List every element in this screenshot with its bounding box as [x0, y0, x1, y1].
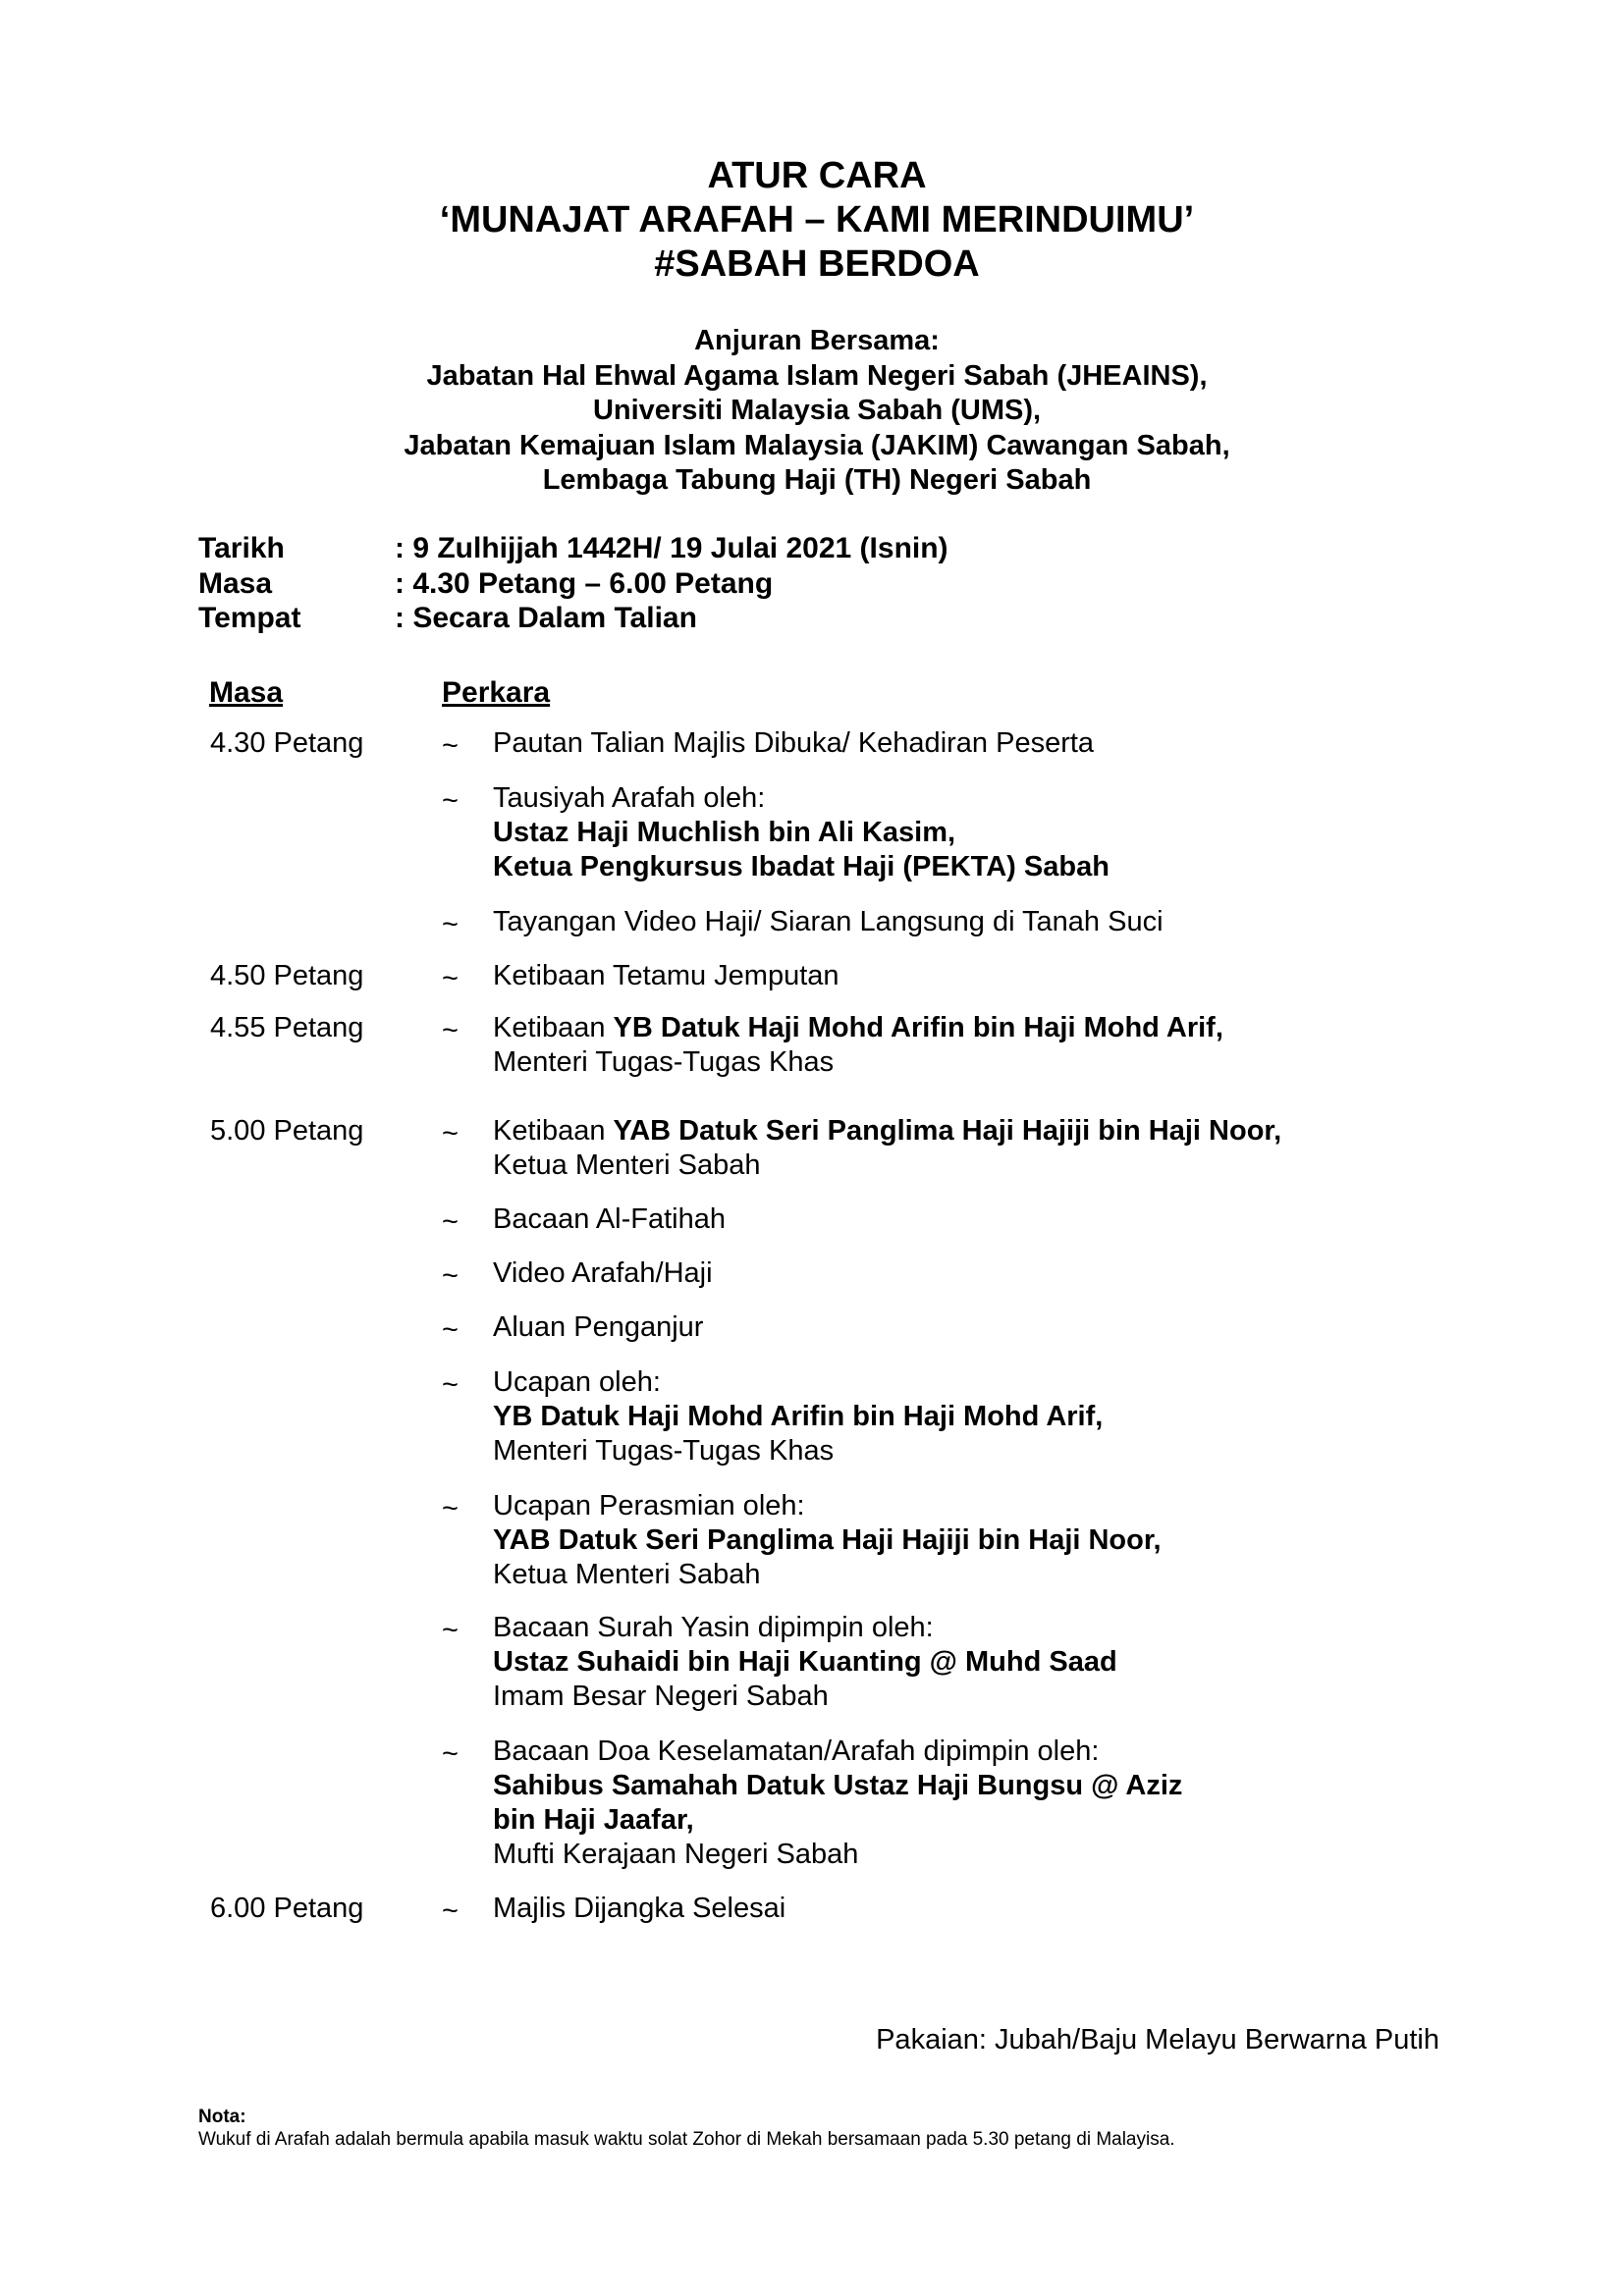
- document-title: [0, 154, 1624, 287]
- entry-speaker: Ustaz Suhaidi bin Haji Kuanting @ Muhd Saad: [493, 1646, 1117, 1678]
- info-row-date: [198, 531, 948, 566]
- entry-text: Majlis Dijangka Selesai: [493, 1893, 786, 1924]
- date-label: Tarikh: [198, 532, 285, 564]
- schedule-header-item: Perkara: [442, 676, 551, 709]
- entry-text: Bacaan Surah Yasin dipimpin oleh:: [493, 1612, 934, 1643]
- entry-speaker-title: Menteri Tugas-Tugas Khas: [493, 1435, 835, 1467]
- date-value: : 9 Zulhijjah 1442H/ 19 Julai 2021 (Isnin): [395, 532, 948, 564]
- entry-text: Ketibaan Tetamu Jemputan: [493, 960, 839, 991]
- tilde-bullet: ~: [442, 909, 459, 940]
- attire-note: Pakaian: Jubah/Baju Melayu Berwarna Putih: [876, 2024, 1439, 2056]
- venue-label: Tempat: [198, 602, 301, 634]
- organizer-line: Lembaga Tabung Haji (TH) Negeri Sabah: [542, 464, 1092, 496]
- organizers-heading: Anjuran Bersama:: [694, 325, 940, 356]
- entry-text: Bacaan Doa Keselamatan/Arafah dipimpin oleh:: [493, 1735, 1100, 1767]
- entry-speaker-cont: bin Haji Jaafar,: [493, 1804, 694, 1836]
- tilde-bullet: ~: [442, 1314, 459, 1346]
- entry-text: Aluan Penganjur: [493, 1311, 704, 1343]
- venue-value: : Secara Dalam Talian: [395, 602, 697, 634]
- entry-guest-name: YAB Datuk Seri Panglima Haji Hajiji bin Haji Noor,: [613, 1115, 1282, 1147]
- entry-text: [493, 1011, 1223, 1045]
- tilde-bullet: ~: [442, 1260, 459, 1292]
- entry-time: 5.00 Petang: [210, 1115, 364, 1147]
- entry-guest-title: Menteri Tugas-Tugas Khas: [493, 1046, 835, 1078]
- time-label: Masa: [198, 566, 273, 600]
- title-line-2: ‘MUNAJAT ARAFAH – KAMI MERINDUIMU’: [439, 199, 1195, 240]
- entry-text: [493, 1114, 1281, 1148]
- info-row-time: [198, 566, 948, 602]
- entry-text: Tausiyah Arafah oleh:: [493, 782, 766, 814]
- title-line-3: #SABAH BERDOA: [654, 243, 980, 285]
- tilde-bullet: ~: [442, 1615, 459, 1646]
- entry-speaker-title: Ketua Pengkursus Ibadat Haji (PEKTA) Sabah: [493, 851, 1110, 882]
- entry-time: 4.55 Petang: [210, 1012, 364, 1043]
- entry-text: Ucapan Perasmian oleh:: [493, 1490, 805, 1522]
- entry-prefix: Ketibaan: [493, 1012, 614, 1043]
- entry-time: 6.00 Petang: [210, 1893, 364, 1924]
- entry-time: 4.50 Petang: [210, 960, 364, 991]
- title-line-1: ATUR CARA: [707, 155, 927, 196]
- entry-guest-name: YB Datuk Haji Mohd Arifin bin Haji Mohd Arif,: [613, 1012, 1223, 1043]
- entry-speaker: Sahibus Samahah Datuk Ustaz Haji Bungsu @ Aziz: [493, 1770, 1183, 1801]
- note-heading: Nota:: [198, 2107, 246, 2127]
- entry-text: Ucapan oleh:: [493, 1366, 661, 1398]
- tilde-bullet: ~: [442, 1015, 459, 1046]
- entry-text: Tayangan Video Haji/ Siaran Langsung di Tanah Suci: [493, 906, 1164, 937]
- tilde-bullet: ~: [442, 1118, 459, 1149]
- tilde-bullet: ~: [442, 1738, 459, 1770]
- organizer-line: Universiti Malaysia Sabah (UMS),: [592, 395, 1042, 426]
- time-value: : 4.30 Petang – 6.00 Petang: [395, 566, 774, 600]
- entry-speaker-title: Ketua Menteri Sabah: [493, 1559, 761, 1590]
- tilde-bullet: ~: [442, 1896, 459, 1927]
- entry-speaker-title: Mufti Kerajaan Negeri Sabah: [493, 1839, 859, 1870]
- schedule-header-time: Masa: [209, 676, 284, 709]
- tilde-bullet: ~: [442, 1493, 459, 1524]
- entry-time: 4.30 Petang: [210, 727, 364, 759]
- organizers-block: [0, 324, 1624, 499]
- entry-text: Bacaan Al-Fatihah: [493, 1203, 726, 1235]
- footnote: [198, 2106, 1175, 2151]
- organizer-line: Jabatan Kemajuan Islam Malaysia (JAKIM) Cawangan Sabah,: [404, 429, 1230, 461]
- info-row-venue: [198, 601, 948, 636]
- entry-speaker: Ustaz Haji Muchlish bin Ali Kasim,: [493, 817, 956, 848]
- tilde-bullet: ~: [442, 730, 459, 762]
- entry-text: Video Arafah/Haji: [493, 1257, 713, 1289]
- organizer-line: Jabatan Hal Ehwal Agama Islam Negeri Sabah (JHEAINS),: [426, 359, 1208, 392]
- note-text: Wukuf di Arafah adalah bermula apabila masuk waktu solat Zohor di Mekah bersamaan pada 5.30 petang di Malayisa.: [198, 2129, 1175, 2150]
- entry-speaker: YB Datuk Haji Mohd Arifin bin Haji Mohd Arif,: [493, 1401, 1104, 1432]
- tilde-bullet: ~: [442, 1206, 459, 1238]
- entry-guest-title: Ketua Menteri Sabah: [493, 1149, 761, 1181]
- tilde-bullet: ~: [442, 1369, 459, 1401]
- entry-speaker-title: Imam Besar Negeri Sabah: [493, 1681, 829, 1712]
- entry-speaker: YAB Datuk Seri Panglima Haji Hajiji bin Haji Noor,: [493, 1524, 1162, 1556]
- entry-text: Pautan Talian Majlis Dibuka/ Kehadiran Peserta: [493, 727, 1095, 759]
- entry-prefix: Ketibaan: [493, 1115, 614, 1147]
- tilde-bullet: ~: [442, 963, 459, 994]
- tilde-bullet: ~: [442, 785, 459, 817]
- event-info: [198, 531, 948, 636]
